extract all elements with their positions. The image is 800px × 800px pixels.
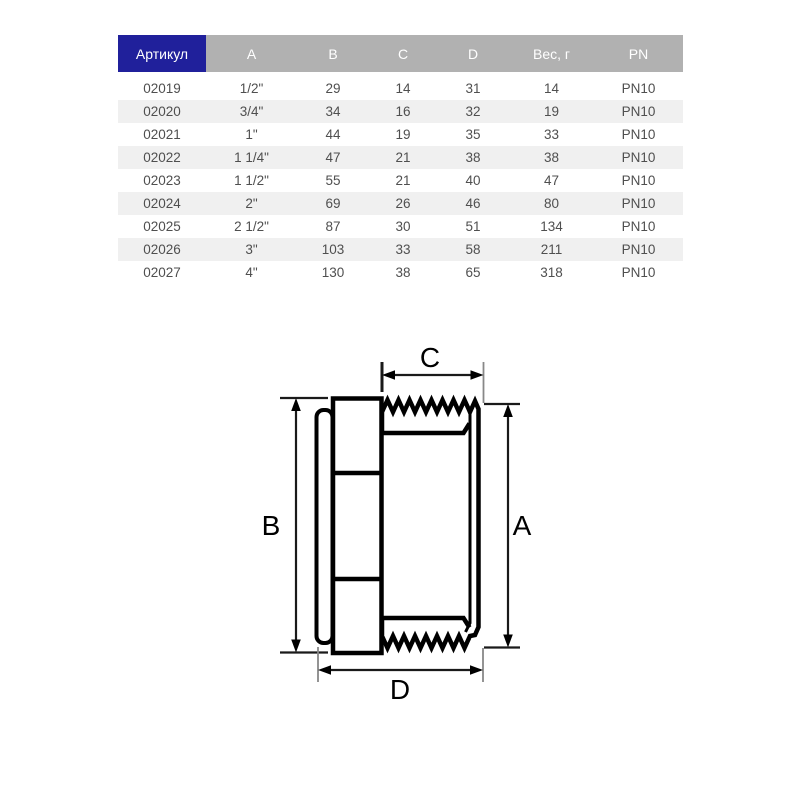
column-header-pn: PN <box>594 35 683 75</box>
table-cell-article: 02019 <box>118 75 206 101</box>
table-cell-b: 55 <box>297 169 369 192</box>
table-row <box>118 123 683 146</box>
table-cell-c: 21 <box>369 169 437 192</box>
table-cell-pn: PN10 <box>594 75 683 101</box>
table-cell-weight: 33 <box>509 123 594 146</box>
table-cell-weight: 38 <box>509 146 594 169</box>
table-cell-c: 16 <box>369 100 437 123</box>
table-cell-pn: PN10 <box>594 192 683 215</box>
table-row <box>118 238 683 261</box>
table-cell-d: 35 <box>437 123 509 146</box>
table-cell-weight: 14 <box>509 75 594 101</box>
table-cell-article: 02027 <box>118 261 206 284</box>
table-cell-a: 1" <box>206 123 297 146</box>
table-cell-pn: PN10 <box>594 261 683 284</box>
table-row <box>118 75 683 101</box>
table-cell-weight: 318 <box>509 261 594 284</box>
table-cell-d: 38 <box>437 146 509 169</box>
table-cell-article: 02025 <box>118 215 206 238</box>
column-header-d: D <box>437 35 509 75</box>
table-cell-pn: PN10 <box>594 123 683 146</box>
dim-label-c: C <box>419 342 441 373</box>
column-header-weight: Вес, г <box>509 35 594 75</box>
table-row <box>118 100 683 123</box>
table-cell-a: 4" <box>206 261 297 284</box>
dim-b-arrowhead-top <box>291 398 301 411</box>
table-header-row <box>118 35 683 75</box>
dim-c-arrowhead-left <box>382 370 395 380</box>
dim-b-arrowhead-bottom <box>291 640 301 653</box>
spec-table <box>118 35 683 284</box>
dim-c-arrowhead-right <box>471 370 484 380</box>
table-cell-d: 51 <box>437 215 509 238</box>
table-cell-weight: 211 <box>509 238 594 261</box>
table-cell-a: 3" <box>206 238 297 261</box>
table-cell-pn: PN10 <box>594 146 683 169</box>
table-cell-b: 87 <box>297 215 369 238</box>
table-row <box>118 169 683 192</box>
table-cell-a: 2" <box>206 192 297 215</box>
dim-d-arrowhead-left <box>318 665 331 675</box>
table-cell-weight: 47 <box>509 169 594 192</box>
column-header-b: B <box>297 35 369 75</box>
table-row <box>118 146 683 169</box>
spec-table-head <box>118 35 683 75</box>
table-cell-a: 2 1/2" <box>206 215 297 238</box>
table-cell-b: 29 <box>297 75 369 101</box>
table-cell-c: 21 <box>369 146 437 169</box>
dim-label-d: D <box>389 674 411 705</box>
dim-d-arrowhead-right <box>470 665 483 675</box>
table-cell-b: 47 <box>297 146 369 169</box>
column-header-article: Артикул <box>118 35 206 75</box>
table-cell-pn: PN10 <box>594 238 683 261</box>
table-row <box>118 192 683 215</box>
table-cell-d: 65 <box>437 261 509 284</box>
table-row <box>118 261 683 284</box>
table-cell-b: 103 <box>297 238 369 261</box>
column-header-c: C <box>369 35 437 75</box>
hex-head-back <box>317 410 333 643</box>
dim-label-b: B <box>261 510 281 541</box>
table-cell-weight: 134 <box>509 215 594 238</box>
table-cell-article: 02021 <box>118 123 206 146</box>
table-cell-d: 46 <box>437 192 509 215</box>
table-cell-b: 34 <box>297 100 369 123</box>
table-cell-article: 02023 <box>118 169 206 192</box>
table-cell-c: 14 <box>369 75 437 101</box>
dim-label-a: A <box>512 510 532 541</box>
table-cell-pn: PN10 <box>594 169 683 192</box>
table-cell-pn: PN10 <box>594 215 683 238</box>
table-cell-a: 1/2" <box>206 75 297 101</box>
table-cell-weight: 19 <box>509 100 594 123</box>
table-cell-b: 69 <box>297 192 369 215</box>
table-cell-b: 130 <box>297 261 369 284</box>
table-row <box>118 215 683 238</box>
table-cell-c: 38 <box>369 261 437 284</box>
technical-drawing <box>250 335 560 710</box>
table-cell-a: 1 1/2" <box>206 169 297 192</box>
table-cell-b: 44 <box>297 123 369 146</box>
table-cell-a: 1 1/4" <box>206 146 297 169</box>
table-cell-d: 40 <box>437 169 509 192</box>
table-cell-c: 30 <box>369 215 437 238</box>
table-cell-d: 32 <box>437 100 509 123</box>
table-cell-article: 02020 <box>118 100 206 123</box>
table-cell-a: 3/4" <box>206 100 297 123</box>
table-cell-d: 31 <box>437 75 509 101</box>
dim-a-arrowhead-top <box>503 404 513 417</box>
table-cell-c: 19 <box>369 123 437 146</box>
table-cell-article: 02022 <box>118 146 206 169</box>
table-cell-c: 33 <box>369 238 437 261</box>
dim-a-arrowhead-bottom <box>503 635 513 648</box>
hex-head-front <box>333 399 382 654</box>
table-cell-c: 26 <box>369 192 437 215</box>
column-header-a: A <box>206 35 297 75</box>
table-cell-d: 58 <box>437 238 509 261</box>
table-cell-article: 02024 <box>118 192 206 215</box>
plug-drawing-svg <box>250 335 560 710</box>
table-cell-weight: 80 <box>509 192 594 215</box>
table-cell-pn: PN10 <box>594 100 683 123</box>
spec-table-body <box>118 75 683 285</box>
table-cell-article: 02026 <box>118 238 206 261</box>
